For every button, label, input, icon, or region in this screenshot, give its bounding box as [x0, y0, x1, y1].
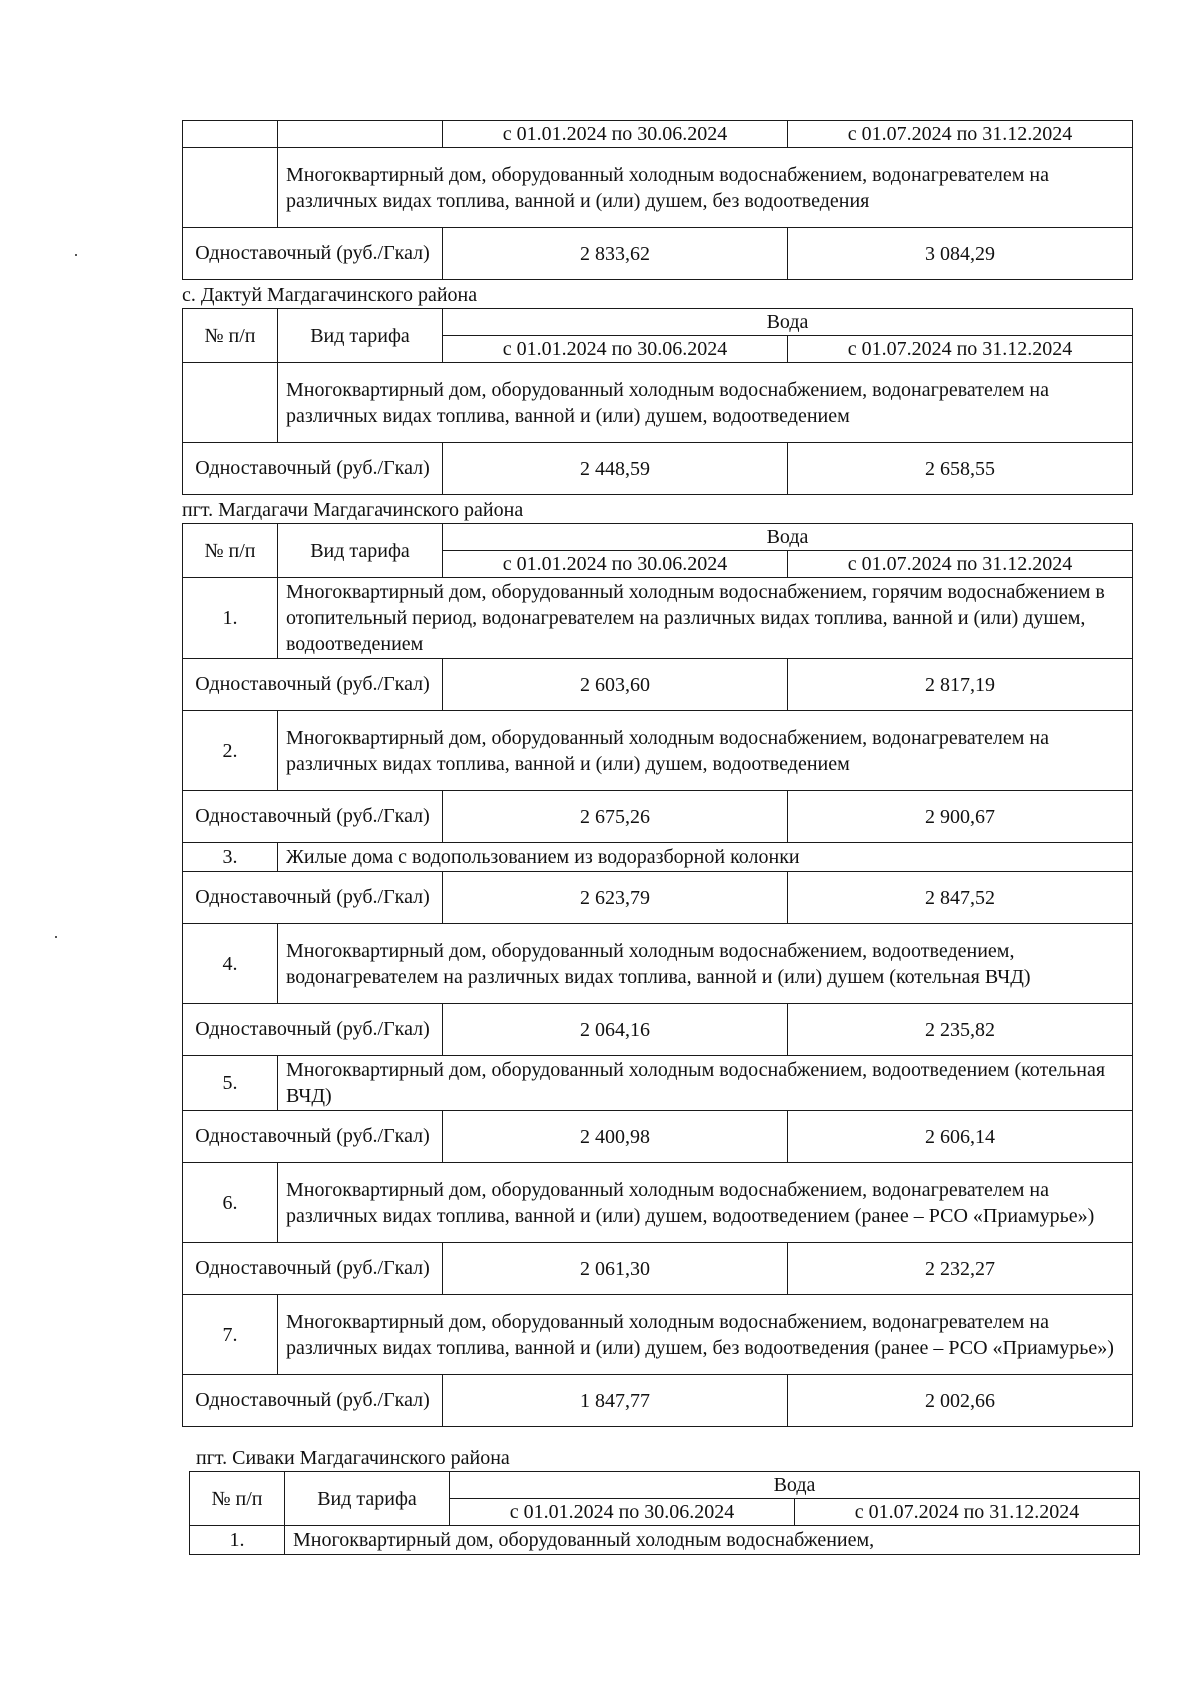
tariff-value-1: 2 064,16: [443, 1004, 788, 1056]
col-tariff-header: Вид тарифа: [278, 524, 443, 578]
tariff-value-2: 2 658,55: [788, 443, 1133, 495]
section-title-sivaki: пгт. Сиваки Магдагачинского района: [196, 1447, 510, 1469]
tariff-value-1: 2 448,59: [443, 443, 788, 495]
blank-cell: [183, 121, 278, 148]
tariff-label: Одноставочный (руб./Гкал): [183, 791, 443, 843]
period-2-header: с 01.07.2024 по 31.12.2024: [788, 121, 1133, 148]
row-description: Многоквартирный дом, оборудованный холодным водоснабжением, горячим водоснабжением в отопительный период, водонагревателем на различных видах топлива, ванной и (или) душем, водоотведением: [278, 578, 1133, 659]
row-number: 1.: [190, 1526, 285, 1555]
col-tariff-header: Вид тарифа: [285, 1472, 450, 1526]
tariff-row: [183, 791, 1133, 843]
tariff-label: Одноставочный (руб./Гкал): [183, 228, 443, 280]
section-title-magdagachi: пгт. Магдагачи Магдагачинского района: [182, 499, 524, 521]
tariff-value-2: 2 900,67: [788, 791, 1133, 843]
period-2-header: с 01.07.2024 по 31.12.2024: [795, 1499, 1140, 1526]
table-row: [183, 843, 1133, 872]
col-number-header: № п/п: [183, 309, 278, 363]
tariff-row: [183, 1243, 1133, 1295]
period-1-header: с 01.01.2024 по 30.06.2024: [443, 551, 788, 578]
magdagachi-tariff-table: [182, 523, 1133, 1427]
row-number: 4.: [183, 924, 278, 1004]
row-number: 7.: [183, 1295, 278, 1375]
tariff-value-1: 2 833,62: [443, 228, 788, 280]
period-1-header: с 01.01.2024 по 30.06.2024: [450, 1499, 795, 1526]
tariff-value-2: 2 002,66: [788, 1375, 1133, 1427]
col-group-header: Вода: [443, 309, 1133, 336]
table-row: [183, 148, 1133, 228]
col-tariff-header: Вид тарифа: [278, 309, 443, 363]
table-row: [183, 711, 1133, 791]
row-description: Многоквартирный дом, оборудованный холодным водоснабжением, водонагревателем на различных видах топлива, ванной и (или) душем, водоотведением (ранее – РСО «Приамурье»): [278, 1163, 1133, 1243]
tariff-row: [183, 1004, 1133, 1056]
table-row: [183, 1295, 1133, 1375]
scan-speck: [55, 936, 57, 938]
tariff-label: Одноставочный (руб./Гкал): [183, 1243, 443, 1295]
table-row: [183, 363, 1133, 443]
col-number-header: № п/п: [190, 1472, 285, 1526]
tariff-label: Одноставочный (руб./Гкал): [183, 1375, 443, 1427]
row-number: 1.: [183, 578, 278, 659]
table-row: [183, 1163, 1133, 1243]
continued-tariff-table: [182, 120, 1133, 280]
col-group-header: Вода: [443, 524, 1133, 551]
table-header-row: [183, 309, 1133, 336]
tariff-value-2: 2 606,14: [788, 1111, 1133, 1163]
row-description: Многоквартирный дом, оборудованный холодным водоснабжением, водоотведением (котельная ВЧД): [278, 1056, 1133, 1111]
row-description: Многоквартирный дом, оборудованный холодным водоснабжением, водонагревателем на различных видах топлива, ванной и (или) душем, без водоотведения (ранее – РСО «Приамурье»): [278, 1295, 1133, 1375]
row-number-cell: [183, 148, 278, 228]
daktui-tariff-table: [182, 308, 1133, 495]
period-1-header: с 01.01.2024 по 30.06.2024: [443, 121, 788, 148]
col-number-header: № п/п: [183, 524, 278, 578]
col-group-header: Вода: [450, 1472, 1140, 1499]
tariff-row: [183, 443, 1133, 495]
tariff-label: Одноставочный (руб./Гкал): [183, 443, 443, 495]
row-description: Многоквартирный дом, оборудованный холодным водоснабжением, водонагревателем на различных видах топлива, ванной и (или) душем, водоотведением: [278, 363, 1133, 443]
row-description: Жилые дома с водопользованием из водоразборной колонки: [278, 843, 1133, 872]
tariff-label: Одноставочный (руб./Гкал): [183, 1111, 443, 1163]
sivaki-tariff-table: [189, 1471, 1140, 1555]
tariff-value-1: 1 847,77: [443, 1375, 788, 1427]
tariff-value-2: 2 235,82: [788, 1004, 1133, 1056]
tariff-value-1: 2 400,98: [443, 1111, 788, 1163]
tariff-value-1: 2 603,60: [443, 659, 788, 711]
blank-cell: [278, 121, 443, 148]
tariff-value-2: 2 817,19: [788, 659, 1133, 711]
table-row: [183, 924, 1133, 1004]
tariff-value-1: 2 061,30: [443, 1243, 788, 1295]
table-row: [190, 1526, 1140, 1555]
table-row: [183, 1056, 1133, 1111]
table-row: [183, 578, 1133, 659]
row-number: 5.: [183, 1056, 278, 1111]
row-description: Многоквартирный дом, оборудованный холодным водоснабжением, водоотведением, водонагревателем на различных видах топлива, ванной и (или) душем (котельная ВЧД): [278, 924, 1133, 1004]
table-header-row: [190, 1472, 1140, 1499]
tariff-row: [183, 1375, 1133, 1427]
tariff-label: Одноставочный (руб./Гкал): [183, 872, 443, 924]
tariff-value-2: 2 232,27: [788, 1243, 1133, 1295]
period-2-header: с 01.07.2024 по 31.12.2024: [788, 551, 1133, 578]
section-title-daktui: с. Дактуй Магдагачинского района: [182, 284, 478, 306]
tariff-row: [183, 1111, 1133, 1163]
tariff-value-1: 2 675,26: [443, 791, 788, 843]
tariff-row: [183, 228, 1133, 280]
tariff-row: [183, 659, 1133, 711]
tariff-value-2: 2 847,52: [788, 872, 1133, 924]
table-header-row: [183, 524, 1133, 551]
row-number-cell: [183, 363, 278, 443]
row-description: Многоквартирный дом, оборудованный холодным водоснабжением, водонагревателем на различных видах топлива, ванной и (или) душем, водоотведением: [278, 711, 1133, 791]
scan-speck: [75, 254, 77, 256]
row-number: 3.: [183, 843, 278, 872]
tariff-value-2: 3 084,29: [788, 228, 1133, 280]
tariff-label: Одноставочный (руб./Гкал): [183, 659, 443, 711]
row-description: Многоквартирный дом, оборудованный холодным водоснабжением, водонагревателем на различных видах топлива, ванной и (или) душем, без водоотведения: [278, 148, 1133, 228]
tariff-row: [183, 872, 1133, 924]
row-number: 6.: [183, 1163, 278, 1243]
row-description: Многоквартирный дом, оборудованный холодным водоснабжением,: [285, 1526, 1140, 1555]
tariff-value-1: 2 623,79: [443, 872, 788, 924]
tariff-label: Одноставочный (руб./Гкал): [183, 1004, 443, 1056]
period-2-header: с 01.07.2024 по 31.12.2024: [788, 336, 1133, 363]
table-header-row: [183, 121, 1133, 148]
row-number: 2.: [183, 711, 278, 791]
period-1-header: с 01.01.2024 по 30.06.2024: [443, 336, 788, 363]
